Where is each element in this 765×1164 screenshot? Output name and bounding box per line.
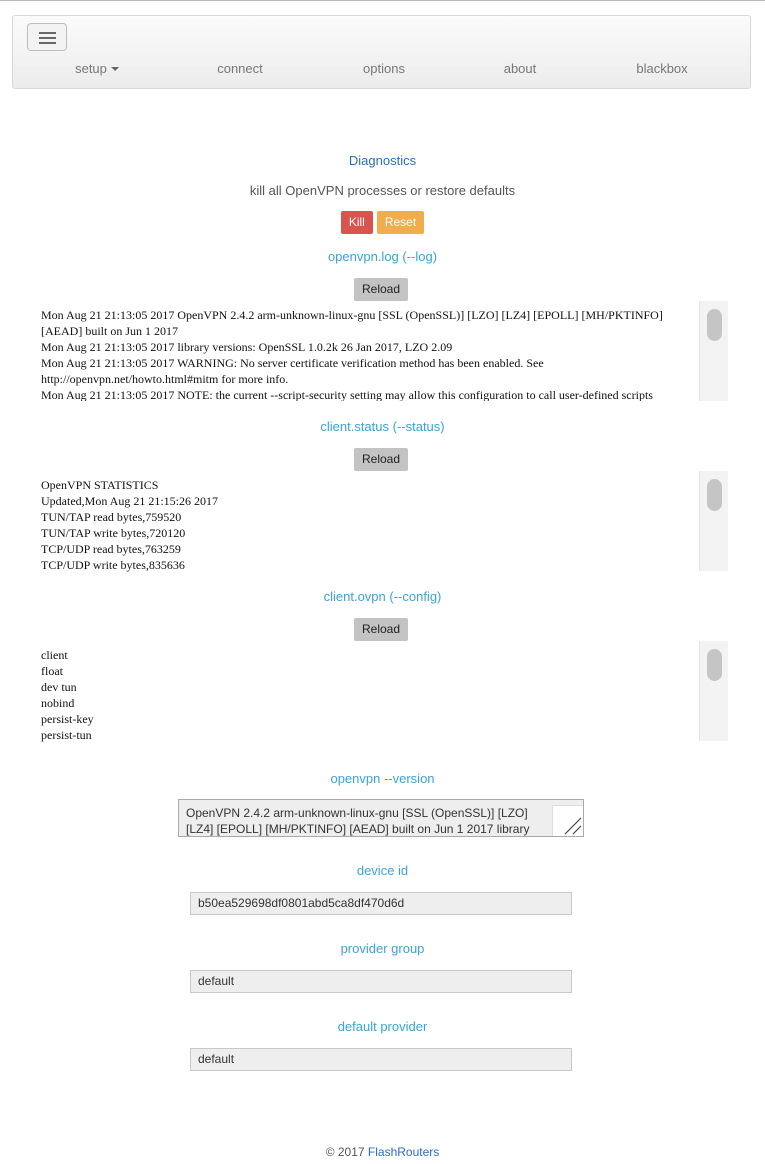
footer-flashrouters-link[interactable]: FlashRouters <box>367 1145 440 1159</box>
log-output <box>41 307 696 401</box>
nav-blackbox[interactable]: blackbox <box>636 61 688 76</box>
nav-connect[interactable]: connect <box>217 61 263 76</box>
nav-setup[interactable] <box>75 61 119 76</box>
config-line: dev tun <box>41 680 77 694</box>
log-line: Mon Aug 21 21:13:05 2017 OpenVPN 2.4.2 arm-unknown-linux-gnu [SSL (OpenSSL)] [LZO] [LZ4] [EPOLL] [MH/PKTINFO] <box>41 308 663 322</box>
diagnostics-description: kill all OpenVPN processes or restore defaults <box>249 183 516 198</box>
log-line: Mon Aug 21 21:13:05 2017 WARNING: No server certificate verification method has been enabled. See <box>41 356 544 370</box>
scrollbar-thumb[interactable] <box>707 309 722 341</box>
reset-button[interactable]: Reset <box>377 211 424 234</box>
nav-about[interactable]: about <box>503 61 537 76</box>
hamburger-icon-bar <box>39 42 56 44</box>
version-textarea[interactable] <box>178 799 584 837</box>
status-line: TCP/UDP write bytes,835636 <box>41 558 185 572</box>
version-text: OpenVPN 2.4.2 arm-unknown-linux-gnu [SSL (OpenSSL)] [LZO] [LZ4] [EPOLL] [MH/PKTINFO] [AEAD] built on Jun 1 2017 library <box>186 806 530 836</box>
device-id-title: device id <box>356 863 409 878</box>
status-line: TUN/TAP write bytes,720120 <box>41 526 186 540</box>
caret-down-icon <box>111 67 119 71</box>
scrollbar-thumb[interactable] <box>707 649 722 681</box>
status-scrollbar[interactable] <box>699 471 728 571</box>
default-provider-title: default provider <box>337 1019 428 1034</box>
log-reload-button[interactable]: Reload <box>354 278 408 301</box>
log-section-title: openvpn.log (--log) <box>327 249 438 264</box>
config-reload-button[interactable]: Reload <box>354 618 408 641</box>
hamburger-icon-bar <box>39 37 56 39</box>
resize-handle[interactable] <box>552 805 583 836</box>
nav-options[interactable]: options <box>363 61 405 76</box>
resize-grip-icon <box>553 806 583 836</box>
log-line: [AEAD] built on Jun 1 2017 <box>41 324 178 338</box>
config-line: client <box>41 648 68 662</box>
kill-button[interactable]: Kill <box>341 211 373 234</box>
menu-toggle-button[interactable] <box>27 23 67 51</box>
nav-setup-label: setup <box>75 61 107 76</box>
status-line: OpenVPN STATISTICS <box>41 478 159 492</box>
config-output <box>41 647 696 743</box>
footer-copyright: © 2017 <box>325 1145 365 1159</box>
provider-group-field[interactable]: default <box>190 970 572 993</box>
status-reload-button[interactable]: Reload <box>354 448 408 471</box>
scrollbar-thumb[interactable] <box>707 479 722 511</box>
config-line: float <box>41 664 63 678</box>
diagnostics-title: Diagnostics <box>348 153 417 168</box>
status-line: TUN/TAP read bytes,759520 <box>41 510 182 524</box>
status-section-title: client.status (--status) <box>320 419 445 434</box>
navbar <box>12 15 751 89</box>
config-section-title: client.ovpn (--config) <box>323 589 442 604</box>
log-scrollbar[interactable] <box>699 301 728 401</box>
version-title: openvpn --version <box>330 771 435 786</box>
log-line: http://openvpn.net/howto.html#mitm for more info. <box>41 372 289 386</box>
hamburger-icon <box>39 32 56 34</box>
status-line: TCP/UDP read bytes,763259 <box>41 542 181 556</box>
status-output <box>41 477 696 573</box>
log-line: Mon Aug 21 21:13:05 2017 NOTE: the current --script-security setting may allow this configuration to call user-defined scripts <box>41 388 653 401</box>
provider-group-title: provider group <box>340 941 425 956</box>
log-line: Mon Aug 21 21:13:05 2017 library versions: OpenSSL 1.0.2k 26 Jan 2017, LZO 2.09 <box>41 340 453 354</box>
status-line: Updated,Mon Aug 21 21:15:26 2017 <box>41 494 218 508</box>
default-provider-field[interactable]: default <box>190 1048 572 1071</box>
diagnostics-buttons <box>0 211 765 234</box>
config-line: persist-key <box>41 712 94 726</box>
config-line: persist-tun <box>41 728 92 742</box>
config-scrollbar[interactable] <box>699 641 728 741</box>
device-id-field[interactable]: b50ea529698df0801abd5ca8df470d6d <box>190 892 572 915</box>
footer <box>0 1145 765 1159</box>
config-line: nobind <box>41 696 75 710</box>
